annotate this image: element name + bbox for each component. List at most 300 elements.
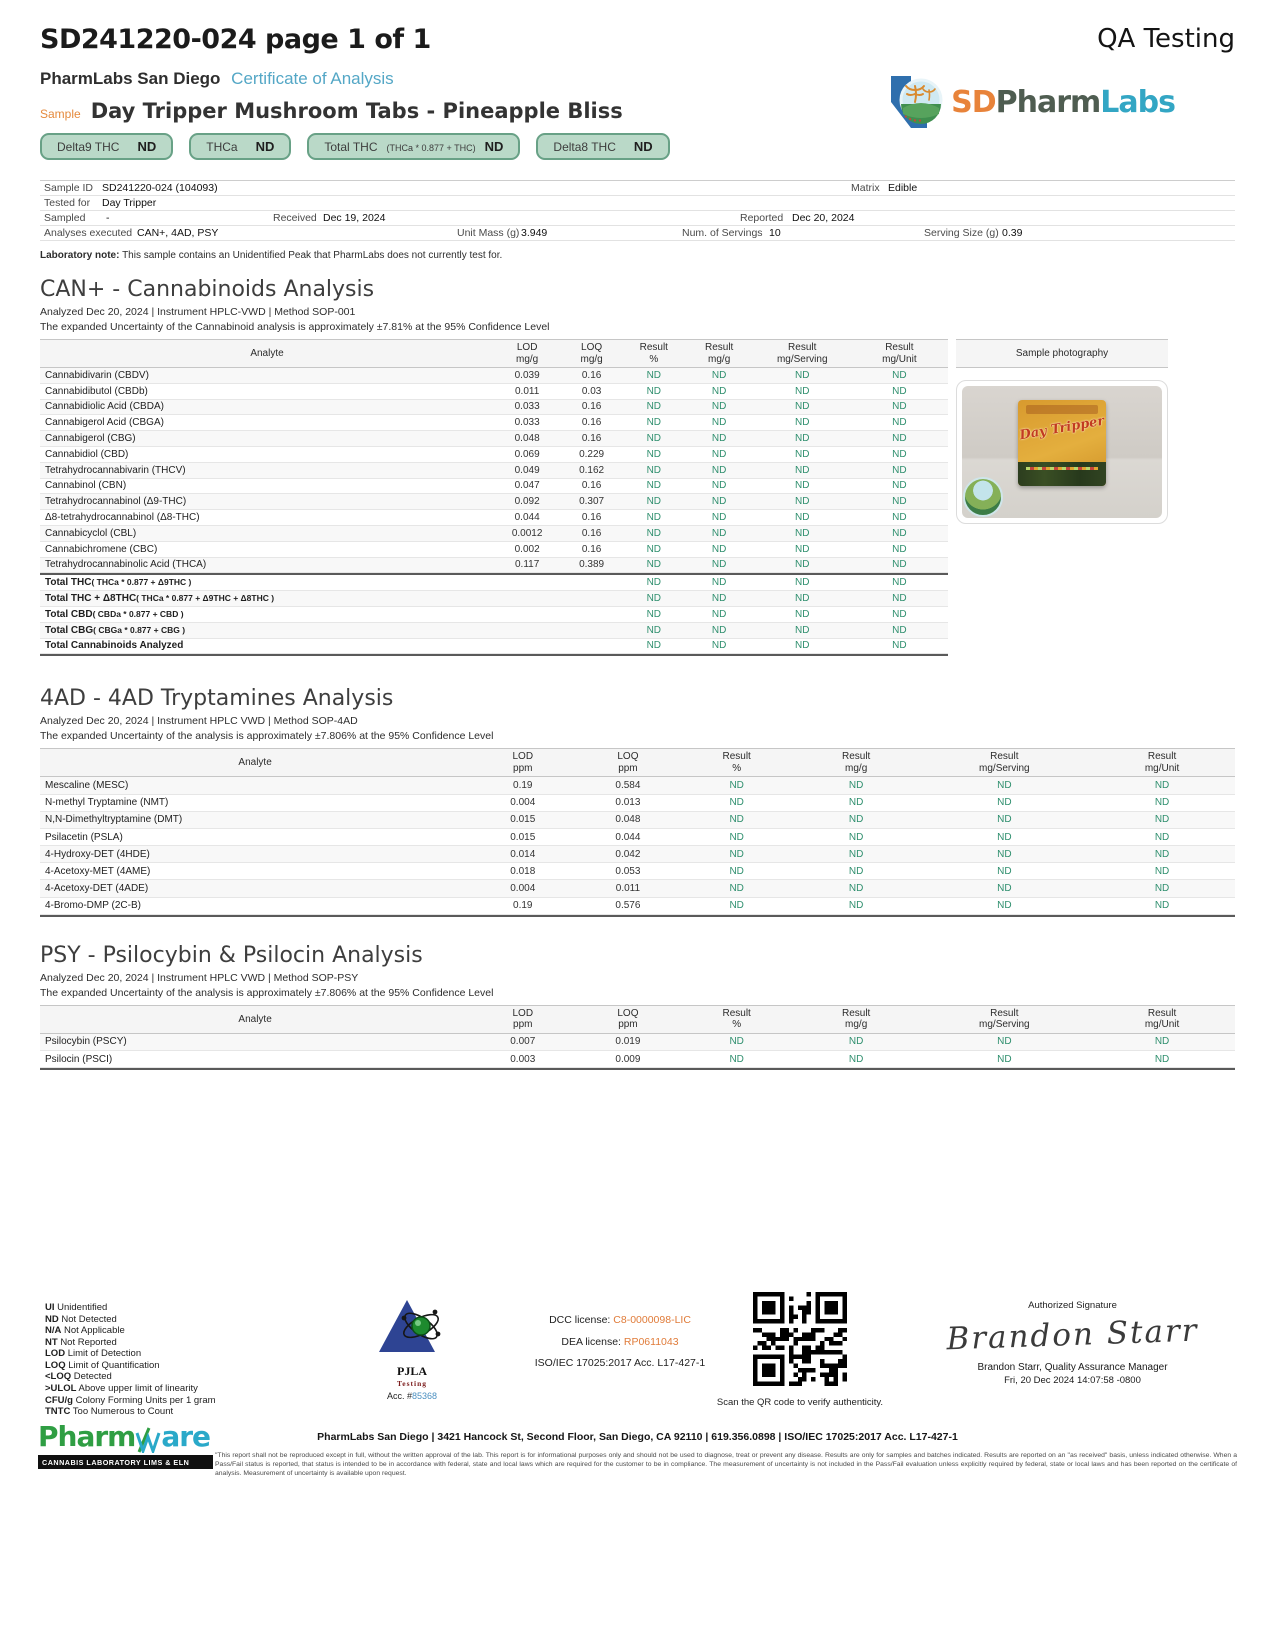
- tryp-header-cell: Result mg/Unit: [1144, 751, 1180, 774]
- result-mgunit: ND: [892, 433, 907, 445]
- serving-size-label: Serving Size (g): [924, 227, 999, 239]
- table-row: [40, 400, 948, 416]
- lod-value: 0.014: [510, 848, 536, 860]
- pjla-accreditation: [352, 1298, 472, 1401]
- psy-header-cell: Result %: [722, 1007, 751, 1031]
- pharmlabs-sticker-icon: [963, 477, 1003, 517]
- result-mgg: ND: [711, 624, 727, 636]
- pjla-name: PJLA: [397, 1364, 427, 1378]
- loq-value: 0.162: [579, 464, 605, 476]
- loq-value: 0.16: [581, 417, 602, 429]
- result-percent: ND: [646, 640, 662, 652]
- table-row: [40, 829, 1235, 846]
- loq-value: 0.584: [615, 779, 641, 791]
- analyte-name: Psilocin (PSCI): [45, 1053, 113, 1065]
- analyte-name: Tetrahydrocannabinolic Acid (THCA): [45, 559, 207, 571]
- product-box-title: Day Tripper: [1018, 413, 1106, 444]
- result-mgserving: ND: [997, 1053, 1012, 1065]
- lod-value: 0.018: [510, 865, 536, 877]
- result-mgg: ND: [848, 883, 864, 895]
- result-mgg: ND: [711, 401, 727, 413]
- result-mgunit: ND: [1154, 831, 1170, 843]
- loq-value: 0.019: [615, 1036, 641, 1048]
- serving-size-value: 0.39: [1002, 227, 1023, 239]
- result-mgserving: ND: [795, 593, 810, 605]
- sdpharmlabs-logo: [885, 72, 1175, 132]
- signatory-name-line: Brandon Starr, Quality Assurance Manager: [977, 1362, 1168, 1373]
- result-mgserving: ND: [795, 559, 810, 571]
- pharmware-are: are: [161, 1420, 211, 1453]
- analyte-name: 4-Hydroxy-DET (4HDE): [45, 848, 150, 860]
- lod-value: 0.004: [510, 883, 536, 895]
- lod-value: 0.092: [514, 496, 540, 508]
- sampled-label: Sampled: [44, 212, 86, 224]
- legend-item: LOD Limit of Detection: [45, 1348, 142, 1360]
- psy-header-cell: Result mg/Unit: [1144, 1007, 1180, 1031]
- analyte-formula: ( THCa * 0.877 + Δ9THC ): [91, 577, 192, 588]
- result-mgserving: ND: [795, 433, 810, 445]
- result-percent: ND: [729, 831, 744, 843]
- tryp-header-cell: Result mg/g: [841, 751, 871, 774]
- result-mgg: ND: [848, 1053, 864, 1065]
- psy-header-cell: LOQ ppm: [617, 1007, 639, 1031]
- analyte-name: Cannabidivarin (CBDV): [45, 369, 149, 381]
- result-percent: ND: [646, 512, 662, 524]
- result-mgunit: ND: [892, 401, 907, 413]
- psy-header-cell: Analyte: [238, 1013, 272, 1025]
- loq-value: 0.16: [581, 543, 602, 555]
- result-mgserving: ND: [795, 640, 810, 652]
- loq-value: 0.16: [581, 527, 602, 539]
- lod-value: 0.007: [510, 1036, 536, 1048]
- result-mgunit: ND: [1154, 1036, 1170, 1048]
- servings-label: Num. of Servings: [682, 227, 763, 239]
- analyses-value: CAN+, 4AD, PSY: [137, 227, 219, 239]
- analyte-name: Total THC: [45, 577, 92, 589]
- result-mgunit: ND: [1154, 900, 1170, 912]
- result-mgserving: ND: [997, 779, 1012, 791]
- result-mgserving: ND: [795, 464, 810, 476]
- tryp-header-cell: LOD ppm: [512, 751, 534, 774]
- analyte-name: Total CBD: [45, 608, 93, 620]
- product-box-photo: [1018, 400, 1106, 486]
- pjla-logo-icon: [377, 1298, 447, 1358]
- can-section-uncertainty: The expanded Uncertainty of the Cannabinoid analysis is approximately ±7.81% at the 95% Confidence Level: [40, 321, 550, 333]
- can-table-rows: [40, 368, 948, 654]
- result-mgunit: ND: [892, 448, 907, 460]
- sampled-value: -: [106, 212, 110, 224]
- tryp-header-cell: Analyte: [238, 757, 272, 769]
- result-mgserving: ND: [997, 814, 1012, 826]
- table-row: [40, 494, 948, 510]
- can-header-cell: Result mg/g: [704, 342, 734, 365]
- signature-date-line: Fri, 20 Dec 2024 14:07:58 -0800: [1004, 1375, 1141, 1386]
- result-mgserving: ND: [997, 797, 1012, 809]
- qr-caption: Scan the QR code to verify authenticity.: [716, 1397, 884, 1408]
- analyte-name: 4-Bromo-DMP (2C-B): [45, 900, 141, 912]
- tryp-header-cell: Result %: [722, 751, 751, 774]
- dea-license-value: RP0611043: [623, 1335, 679, 1348]
- laboratory-note-text: This sample contains an Unidentified Peak that PharmLabs does not currently test for.: [122, 250, 503, 261]
- result-mgunit: ND: [1154, 883, 1170, 895]
- lod-value: 0.039: [514, 369, 540, 381]
- result-mgg: ND: [848, 848, 864, 860]
- pjla-accession: Acc. #85368: [386, 1391, 438, 1401]
- loq-value: 0.044: [615, 831, 641, 843]
- result-mgunit: ND: [1154, 848, 1170, 860]
- analyte-name: Cannabigerol Acid (CBGA): [45, 417, 164, 429]
- pharmlabs-emblem-icon: [885, 72, 947, 132]
- lod-value: 0.033: [514, 401, 540, 413]
- tryp-header-cell: Result mg/Serving: [979, 751, 1030, 774]
- can-header-cell: LOD mg/g: [516, 342, 539, 365]
- lod-value: 0.048: [514, 433, 540, 445]
- result-mgserving: ND: [795, 385, 810, 397]
- qa-testing-label: QA Testing: [1097, 24, 1235, 54]
- analyte-name: Total Cannabinoids Analyzed: [45, 640, 184, 652]
- lod-value: 0.19: [513, 779, 533, 791]
- table-row: [40, 447, 948, 463]
- badge-value: ND: [255, 139, 275, 154]
- legend-item: TNTC Too Numerous to Count: [45, 1406, 174, 1418]
- lab-name: PharmLabs San Diego: [40, 69, 221, 88]
- analyte-name: Cannabigerol (CBG): [45, 433, 136, 445]
- tryptamines-section-meta: Analyzed Dec 20, 2024 | Instrument HPLC VWD | Method SOP-4AD: [40, 715, 358, 728]
- badge-label: Total THC: [324, 140, 378, 154]
- result-percent: ND: [646, 624, 662, 636]
- result-percent: ND: [646, 433, 662, 445]
- tryptamines-section-uncertainty: The expanded Uncertainty of the analysis is approximately ±7.806% at the 95% Confidence Level: [40, 730, 494, 743]
- result-mgg: ND: [848, 831, 864, 843]
- received-label: Received: [273, 212, 317, 224]
- result-percent: ND: [646, 608, 662, 620]
- result-mgunit: ND: [892, 464, 907, 476]
- result-mgunit: ND: [892, 577, 907, 589]
- analyte-name: 4-Acetoxy-MET (4AME): [45, 865, 151, 877]
- result-mgg: ND: [711, 640, 727, 652]
- loq-value: 0.048: [615, 814, 641, 826]
- result-percent: ND: [646, 577, 662, 589]
- loq-value: 0.16: [581, 401, 602, 413]
- analyte-name: Cannabidiolic Acid (CBDA): [45, 401, 164, 413]
- analyte-name: Total CBG: [45, 624, 94, 636]
- analyte-name: Δ8-tetrahydrocannabinol (Δ8-THC): [45, 512, 200, 524]
- result-mgg: ND: [848, 900, 864, 912]
- lod-value: 0.011: [514, 385, 540, 397]
- table-row: [40, 639, 948, 655]
- result-percent: ND: [646, 464, 662, 476]
- info-row-4: [40, 226, 1235, 241]
- result-mgg: ND: [711, 559, 727, 571]
- servings-value: 10: [769, 227, 781, 239]
- can-header-cell: Result %: [639, 342, 668, 365]
- psy-section-uncertainty: The expanded Uncertainty of the analysis is approximately ±7.806% at the 95% Confidence Level: [40, 986, 494, 999]
- table-row: [40, 573, 948, 591]
- loq-value: 0.16: [581, 433, 602, 445]
- result-mgunit: ND: [1154, 814, 1170, 826]
- loq-value: 0.011: [615, 883, 641, 895]
- result-mgunit: ND: [892, 369, 907, 381]
- result-percent: ND: [646, 369, 662, 381]
- result-mgserving: ND: [795, 496, 810, 508]
- report-disclaimer: "This report shall not be reproduced except in full, without the written approval of the lab. This report is for informational purposes only and should not be used to diagnose, treat or prevent any disease. Results are only for samples and batches indicated. Results are reported on an "as received" basis, unless indicated otherwise. When a Pass/Fail status is reported, that status is intended to be in accordance with federal, state and local laws which are required for the customer to be in compliance. The measurement of uncertainty is not included in the Pass/Fail evaluation unless explicitly required by federal, state or local laws and has been reported on the certificate of analysis. Measurement of uncertainty is available upon request.: [215, 1452, 1237, 1477]
- analyte-name: Cannabinol (CBN): [45, 480, 127, 492]
- result-mgunit: ND: [892, 624, 907, 636]
- result-mgg: ND: [848, 865, 864, 877]
- loq-value: 0.16: [581, 369, 602, 381]
- psy-section-meta: Analyzed Dec 20, 2024 | Instrument HPLC VWD | Method SOP-PSY: [40, 971, 359, 984]
- dcc-license-value: C8-0000098-LIC: [613, 1314, 691, 1326]
- lod-value: 0.069: [514, 448, 540, 460]
- laboratory-note-label: Laboratory note:: [40, 250, 120, 261]
- table-row: [40, 368, 948, 384]
- table-row: [40, 542, 948, 558]
- result-mgunit: ND: [1154, 1053, 1170, 1065]
- info-row-3: [40, 211, 1235, 226]
- can-header-cell: Result mg/Serving: [776, 342, 828, 365]
- lod-value: 0.117: [514, 559, 540, 571]
- table-row: [40, 898, 1235, 915]
- unit-mass-value: 3.949: [521, 227, 548, 239]
- result-mgunit: ND: [892, 543, 907, 555]
- unit-mass-label: Unit Mass (g): [457, 227, 520, 239]
- thc-badge: [40, 133, 173, 160]
- result-percent: ND: [729, 1036, 744, 1048]
- result-mgg: ND: [711, 543, 727, 555]
- info-row-2: [40, 196, 1235, 211]
- result-percent: ND: [729, 883, 744, 895]
- dea-license-line: DEA license: RP0611043: [561, 1335, 679, 1348]
- result-percent: ND: [646, 593, 662, 605]
- thc-badge: [307, 133, 520, 160]
- badge-label: THCa: [206, 140, 238, 154]
- result-mgg: ND: [711, 448, 727, 460]
- result-percent: ND: [729, 848, 744, 860]
- result-mgg: ND: [711, 496, 727, 508]
- analyte-name: Psilocybin (PSCY): [45, 1036, 127, 1048]
- psy-header-cell: LOD ppm: [512, 1007, 534, 1031]
- loq-value: 0.229: [579, 448, 605, 460]
- result-mgserving: ND: [997, 865, 1012, 877]
- analyte-name: Tetrahydrocannabinol (Δ9-THC): [45, 496, 187, 508]
- analyte-formula: ( THCa * 0.877 + Δ9THC + Δ8THC ): [136, 593, 275, 604]
- result-mgg: ND: [711, 608, 727, 620]
- result-percent: ND: [729, 797, 744, 809]
- result-mgserving: ND: [795, 480, 810, 492]
- result-mgserving: ND: [795, 512, 810, 524]
- legend-item: N/A Not Applicable: [45, 1325, 125, 1337]
- thc-badges: [40, 133, 1235, 160]
- result-mgserving: ND: [997, 883, 1012, 895]
- can-table: [40, 339, 948, 656]
- result-mgunit: ND: [892, 417, 907, 429]
- result-percent: ND: [729, 900, 744, 912]
- result-percent: ND: [646, 417, 662, 429]
- tryptamines-table-header: [40, 748, 1235, 777]
- analyte-name: Cannabidibutol (CBDb): [45, 385, 148, 397]
- result-mgunit: ND: [1154, 865, 1170, 877]
- result-mgg: ND: [848, 814, 864, 826]
- can-header-cell: LOQ mg/g: [580, 342, 603, 365]
- lod-value: 0.015: [510, 814, 536, 826]
- loq-value: 0.03: [581, 385, 602, 397]
- legend-item: NT Not Reported: [45, 1336, 117, 1348]
- result-percent: ND: [646, 401, 662, 413]
- table-row: [40, 558, 948, 574]
- result-mgg: ND: [711, 369, 727, 381]
- analyte-name: Cannabichromene (CBC): [45, 543, 158, 555]
- badge-value: ND: [633, 139, 653, 154]
- pharmware-w-icon: [135, 1427, 161, 1453]
- reported-label: Reported: [740, 212, 784, 224]
- table-row: [40, 384, 948, 400]
- result-mgg: ND: [711, 417, 727, 429]
- matrix-label: Matrix: [851, 182, 880, 194]
- tryptamines-section-title: 4AD - 4AD Tryptamines Analysis: [40, 686, 394, 712]
- legend-item: <LOQ Detected: [45, 1371, 112, 1383]
- brand-wordmark: SDPharmLabs: [951, 84, 1175, 120]
- table-row: [40, 431, 948, 447]
- loq-value: 0.013: [615, 797, 641, 809]
- tested-for-value: Day Tripper: [102, 197, 157, 209]
- legend-item: CFU/g Colony Forming Units per 1 gram: [45, 1394, 216, 1406]
- result-mgunit: ND: [892, 640, 907, 652]
- signature-script: Brandon Starr: [945, 1312, 1200, 1358]
- analyte-formula: ( CBDa * 0.877 + CBD ): [92, 608, 184, 619]
- thc-badge: [189, 133, 291, 160]
- result-mgserving: ND: [795, 527, 810, 539]
- loq-value: 0.053: [615, 865, 641, 877]
- result-mgg: ND: [711, 527, 727, 539]
- result-percent: ND: [729, 779, 744, 791]
- result-mgserving: ND: [795, 608, 810, 620]
- analyte-name: 4-Acetoxy-DET (4ADE): [45, 883, 149, 895]
- loq-value: 0.009: [615, 1053, 641, 1065]
- result-mgserving: ND: [997, 1036, 1012, 1048]
- result-mgunit: ND: [892, 496, 907, 508]
- badge-label: Delta9 THC: [57, 140, 120, 154]
- loq-value: 0.16: [581, 480, 602, 492]
- table-row: [40, 415, 948, 431]
- reported-value: Dec 20, 2024: [792, 212, 855, 224]
- psy-table-rows: [40, 1034, 1235, 1068]
- analyte-name: N,N-Dimethyltryptamine (DMT): [45, 814, 183, 826]
- result-mgunit: ND: [1154, 797, 1170, 809]
- result-mgg: ND: [848, 779, 864, 791]
- result-percent: ND: [646, 496, 662, 508]
- result-mgserving: ND: [795, 369, 810, 381]
- tryptamines-table: [40, 748, 1235, 917]
- result-mgunit: ND: [892, 593, 907, 605]
- certificate-of-analysis-label: Certificate of Analysis: [231, 69, 394, 88]
- license-block: [505, 1310, 735, 1375]
- can-header-cell: Analyte: [250, 347, 284, 359]
- result-mgserving: ND: [997, 831, 1012, 843]
- table-row: [40, 777, 1235, 794]
- lod-value: 0.015: [510, 831, 536, 843]
- result-percent: ND: [646, 385, 662, 397]
- can-table-header: [40, 339, 948, 368]
- table-row: [40, 623, 948, 639]
- can-section-meta: Analyzed Dec 20, 2024 | Instrument HPLC-VWD | Method SOP-001: [40, 306, 356, 318]
- badge-formula: (THCa * 0.877 + THC): [386, 143, 476, 153]
- table-row: [40, 607, 948, 623]
- legend-item: >ULOL Above upper limit of linearity: [45, 1383, 198, 1395]
- table-row: [40, 795, 1235, 812]
- lod-value: 0.0012: [511, 527, 543, 539]
- result-mgunit: ND: [1154, 779, 1170, 791]
- lab-address-line: PharmLabs San Diego | 3421 Hancock St, Second Floor, San Diego, CA 92110 | 619.356.0898 | ISO/IEC 17025:2017 Acc. L17-427-1: [317, 1431, 958, 1443]
- lod-value: 0.004: [510, 797, 536, 809]
- received-value: Dec 19, 2024: [323, 212, 386, 224]
- sample-id-label: Sample ID: [44, 182, 94, 194]
- psy-header-cell: Result mg/g: [841, 1007, 871, 1031]
- abbreviation-legend: [45, 1302, 216, 1418]
- loq-value: 0.042: [615, 848, 641, 860]
- table-row: [40, 479, 948, 495]
- analyte-name: Mescaline (MESC): [45, 779, 129, 791]
- legend-item: LOQ Limit of Quantification: [45, 1359, 160, 1371]
- lod-value: 0.033: [514, 417, 540, 429]
- result-mgserving: ND: [795, 624, 810, 636]
- loq-value: 0.307: [579, 496, 605, 508]
- result-mgunit: ND: [892, 608, 907, 620]
- result-percent: ND: [729, 814, 744, 826]
- loq-value: 0.16: [581, 512, 602, 524]
- analyte-formula: ( CBGa * 0.877 + CBG ): [93, 624, 186, 635]
- result-mgunit: ND: [892, 512, 907, 524]
- result-mgunit: ND: [892, 385, 907, 397]
- result-mgg: ND: [711, 593, 727, 605]
- badge-value: ND: [484, 139, 504, 154]
- table-row: [40, 526, 948, 542]
- analyses-label: Analyses executed: [44, 227, 133, 239]
- lod-value: 0.044: [514, 512, 540, 524]
- thc-badge: [536, 133, 669, 160]
- table-row: [40, 863, 1235, 880]
- pharmware-tagline: CANNABIS LABORATORY LIMS & ELN: [38, 1455, 213, 1469]
- legend-item: UI Unidentified: [45, 1302, 108, 1313]
- result-mgserving: ND: [795, 577, 810, 589]
- badge-label: Delta8 THC: [553, 140, 616, 154]
- lod-value: 0.047: [514, 480, 540, 492]
- pjla-sub: Testing: [396, 1379, 428, 1388]
- result-mgg: ND: [711, 512, 727, 524]
- result-mgunit: ND: [892, 559, 907, 571]
- table-row: [40, 510, 948, 526]
- analyte-name: N-methyl Tryptamine (NMT): [45, 797, 169, 809]
- result-percent: ND: [646, 543, 662, 555]
- result-mgg: ND: [848, 797, 864, 809]
- result-mgunit: ND: [892, 480, 907, 492]
- result-mgg: ND: [711, 577, 727, 589]
- iso-accreditation-line: ISO/IEC 17025:2017 Acc. L17-427-1: [534, 1357, 706, 1370]
- sample-photography-column: [956, 339, 1168, 656]
- analyte-name: Total THC + Δ8THC: [45, 593, 137, 605]
- analyte-name: Tetrahydrocannabivarin (THCV): [45, 464, 186, 476]
- sample-photography-header: Sample photography: [956, 339, 1168, 368]
- authorized-signature-block: [945, 1300, 1200, 1386]
- result-mgserving: ND: [795, 401, 810, 413]
- sample-photo: [962, 386, 1162, 518]
- result-mgserving: ND: [795, 448, 810, 460]
- result-percent: ND: [646, 480, 662, 492]
- analyte-name: Cannabicyclol (CBL): [45, 527, 137, 539]
- tested-for-label: Tested for: [44, 197, 91, 209]
- result-mgunit: ND: [892, 527, 907, 539]
- result-mgg: ND: [848, 1036, 864, 1048]
- table-row: [40, 880, 1235, 897]
